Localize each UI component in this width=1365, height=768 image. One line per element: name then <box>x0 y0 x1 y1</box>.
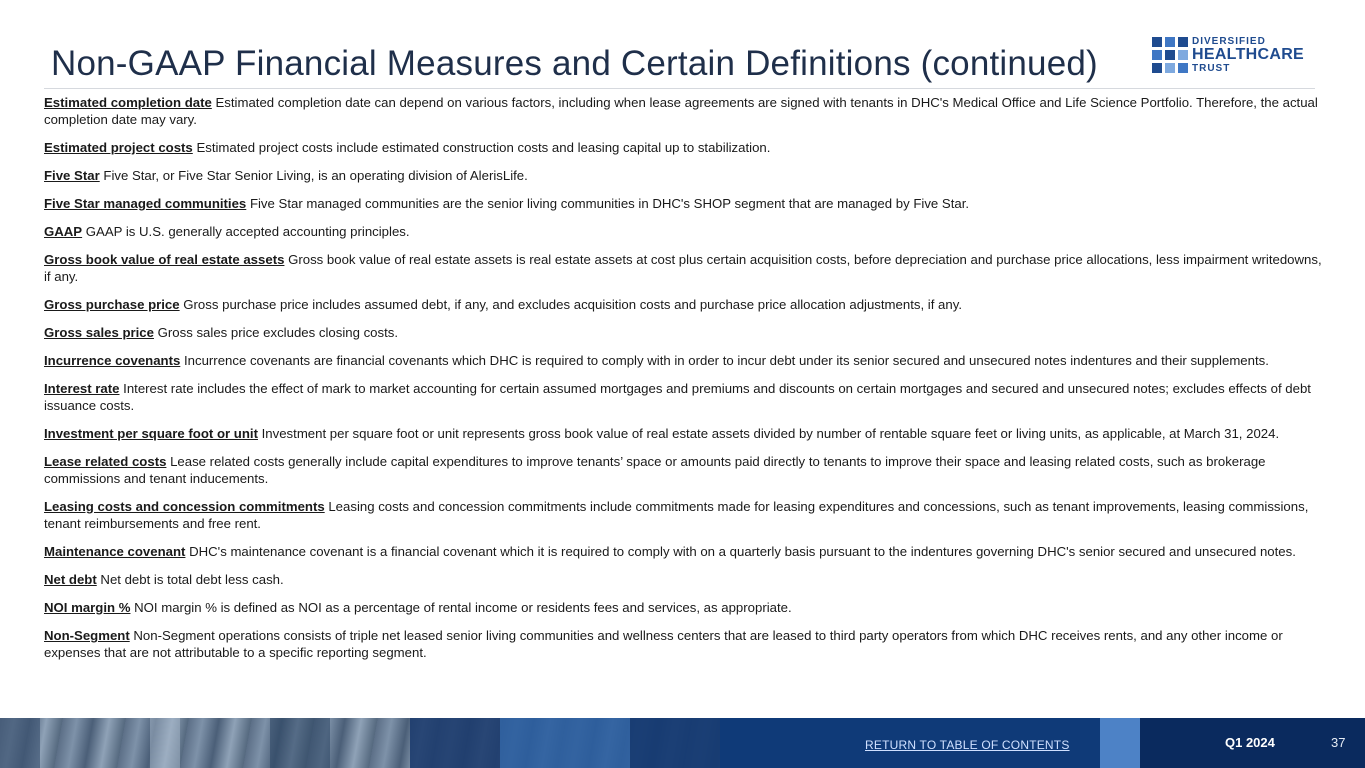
return-to-toc-link[interactable]: RETURN TO TABLE OF CONTENTS <box>865 738 1070 752</box>
definition-text: GAAP is U.S. generally accepted accounting principles. <box>82 224 410 239</box>
footer-band-light <box>1100 718 1140 768</box>
definition-item <box>44 352 1324 369</box>
definition-text: Gross purchase price includes assumed debt, if any, and excludes acquisition costs and purchase price allocation adjustments, if any. <box>179 297 962 312</box>
definition-term: Incurrence covenants <box>44 353 181 368</box>
definition-term: Five Star <box>44 168 100 183</box>
logo-line-3: TRUST <box>1192 63 1231 74</box>
definition-text: Estimated completion date can depend on various factors, including when lease agreements are signed with tenants in DHC's Medical Office and Life Science Portfolio. Therefore, the actual completion date may vary. <box>44 95 1318 127</box>
footer-building-image <box>0 718 720 768</box>
definition-item <box>44 167 1324 184</box>
definition-term: Gross book value of real estate assets <box>44 252 285 267</box>
definition-term: Non-Segment <box>44 628 130 643</box>
definition-text: Incurrence covenants are financial covenants which DHC is required to comply with in order to incur debt under its senior secured and unsecured notes indentures and their supplements. <box>180 353 1269 368</box>
definition-text: Net debt is total debt less cash. <box>96 572 284 587</box>
company-logo <box>1152 36 1317 76</box>
logo-grid-icon <box>1152 37 1187 73</box>
definition-term: Investment per square foot or unit <box>44 426 258 441</box>
definition-text: Leasing costs and concession commitments include commitments made for leasing expenditures and concessions, such as tenant improvements, leasing commissions, tenant reimbursements and free rent. <box>44 499 1309 531</box>
definition-term: Gross purchase price <box>44 297 180 312</box>
definition-item <box>44 94 1324 128</box>
logo-line-2: HEALTHCARE <box>1192 46 1305 63</box>
definition-text: Lease related costs generally include capital expenditures to improve tenants’ space or amounts paid directly to tenants to improve their space and leasing related costs, such as brokerage commissions and tenant inducements. <box>44 454 1266 486</box>
definition-item <box>44 453 1324 487</box>
definition-text: Non-Segment operations consists of triple net leased senior living communities and wellness centers that are leased to third party operators from which DHC receives rents, and any other income or expenses that are not attributable to a specific reporting segment. <box>44 628 1283 660</box>
definition-term: Interest rate <box>44 381 120 396</box>
definition-text: Five Star managed communities are the senior living communities in DHC's SHOP segment that are managed by Five Star. <box>246 196 970 211</box>
logo-line-1: DIVERSIFIED <box>1192 36 1266 47</box>
quarter-label: Q1 2024 <box>1225 735 1275 750</box>
definition-item <box>44 195 1324 212</box>
definition-item <box>44 380 1324 414</box>
definition-text: Gross sales price excludes closing costs. <box>153 325 399 340</box>
definition-text: Gross book value of real estate assets is real estate assets at cost plus certain acquisition costs, before depreciation and purchase price allocations, less impairment writedowns, if any. <box>44 252 1322 284</box>
definition-term: Maintenance covenant <box>44 544 186 559</box>
definition-term: Estimated project costs <box>44 140 193 155</box>
definition-text: Estimated project costs include estimated construction costs and leasing capital up to stabilization. <box>192 140 771 155</box>
definition-term: GAAP <box>44 224 83 239</box>
definition-text: DHC's maintenance covenant is a financial covenant which it is required to comply with on a quarterly basis pursuant to the indentures governing DHC's senior secured and unsecured notes. <box>185 544 1296 559</box>
definition-item <box>44 543 1324 560</box>
footer-bar <box>0 718 1365 768</box>
page-title: Non-GAAP Financial Measures and Certain Definitions (continued) <box>51 44 1098 83</box>
definition-text: NOI margin % is defined as NOI as a percentage of rental income or residents fees and services, as appropriate. <box>130 600 792 615</box>
definition-item <box>44 223 1324 240</box>
definition-item <box>44 324 1324 341</box>
definition-text: Five Star, or Five Star Senior Living, is an operating division of AlerisLife. <box>99 168 528 183</box>
definition-item <box>44 571 1324 588</box>
definition-item <box>44 251 1324 285</box>
definition-term: Gross sales price <box>44 325 154 340</box>
page-number: 37 <box>1331 735 1346 750</box>
definition-item <box>44 425 1324 442</box>
definition-text: Investment per square foot or unit represents gross book value of real estate assets divided by number of rentable square feet or living units, as applicable, at March 31, 2024. <box>257 426 1280 441</box>
definition-term: Leasing costs and concession commitments <box>44 499 325 514</box>
definition-item <box>44 498 1324 532</box>
definition-term: Estimated completion date <box>44 95 212 110</box>
definition-item <box>44 599 1324 616</box>
definition-term: Net debt <box>44 572 97 587</box>
logo-wordmark <box>1192 36 1304 74</box>
definitions-list <box>44 94 1324 672</box>
definition-term: Five Star managed communities <box>44 196 247 211</box>
definition-item <box>44 296 1324 313</box>
definition-term: Lease related costs <box>44 454 167 469</box>
definition-item <box>44 627 1324 661</box>
definition-item <box>44 139 1324 156</box>
definition-term: NOI margin % <box>44 600 131 615</box>
title-divider <box>44 88 1315 89</box>
definition-text: Interest rate includes the effect of mark to market accounting for certain assumed mortgages and premiums and discounts on certain mortgages and secured and unsecured notes; excludes effects of debt issuance costs. <box>44 381 1311 413</box>
